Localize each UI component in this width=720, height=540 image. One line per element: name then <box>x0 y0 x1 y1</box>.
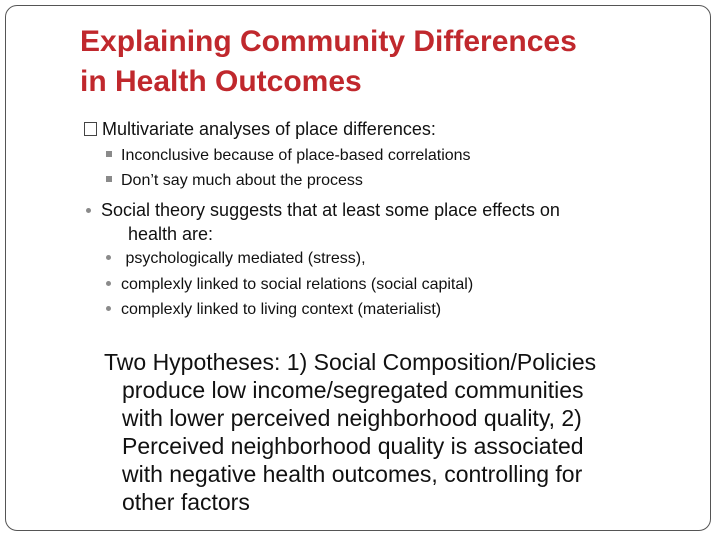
title-line-1: Explaining Community Differences <box>80 25 577 58</box>
title-line-2: in Health Outcomes <box>80 65 362 98</box>
hypotheses-line: with lower perceived neighborhood quality, 2) <box>122 405 582 431</box>
bullet-subitem-text: psychologically mediated (stress), <box>121 250 366 267</box>
dot-bullet-icon <box>106 255 111 260</box>
square-bullet-icon <box>106 151 112 157</box>
checkbox-subitem-text: Inconclusive because of place-based correlations <box>121 147 471 164</box>
bullet-item <box>86 198 686 246</box>
bullet-subitem-text: complexly linked to social relations (social capital) <box>121 276 474 293</box>
bullet-subitem <box>106 299 441 321</box>
hypotheses-line: Perceived neighborhood quality is associated <box>122 433 584 459</box>
bullet-subitem <box>106 248 366 270</box>
hypotheses-line: produce low income/segregated communities <box>122 377 584 403</box>
checkbox-item <box>84 117 436 141</box>
checkbox-bullet-icon <box>84 122 97 136</box>
bullet-subitem-text: complexly linked to living context (materialist) <box>121 301 442 318</box>
bullet-item-line-1: Social theory suggests that at least some place effects on <box>101 200 560 220</box>
dot-bullet-icon <box>106 281 111 286</box>
checkbox-item-text: Multivariate analyses of place differences: <box>102 119 436 139</box>
hypotheses-line: with negative health outcomes, controlling for <box>122 461 583 487</box>
hypotheses-line: Two Hypotheses: 1) Social Composition/Policies <box>104 349 597 375</box>
dot-bullet-icon <box>106 306 111 311</box>
dot-bullet-icon <box>86 208 91 213</box>
bullet-subitem <box>106 274 473 296</box>
hypotheses-paragraph <box>104 348 704 516</box>
bullet-item-line-2: health are: <box>128 224 214 244</box>
square-bullet-icon <box>106 176 112 182</box>
hypotheses-line: other factors <box>122 489 250 515</box>
checkbox-subitem-text: Don’t say much about the process <box>121 172 363 189</box>
checkbox-subitem <box>106 145 471 167</box>
checkbox-subitem <box>106 170 363 192</box>
